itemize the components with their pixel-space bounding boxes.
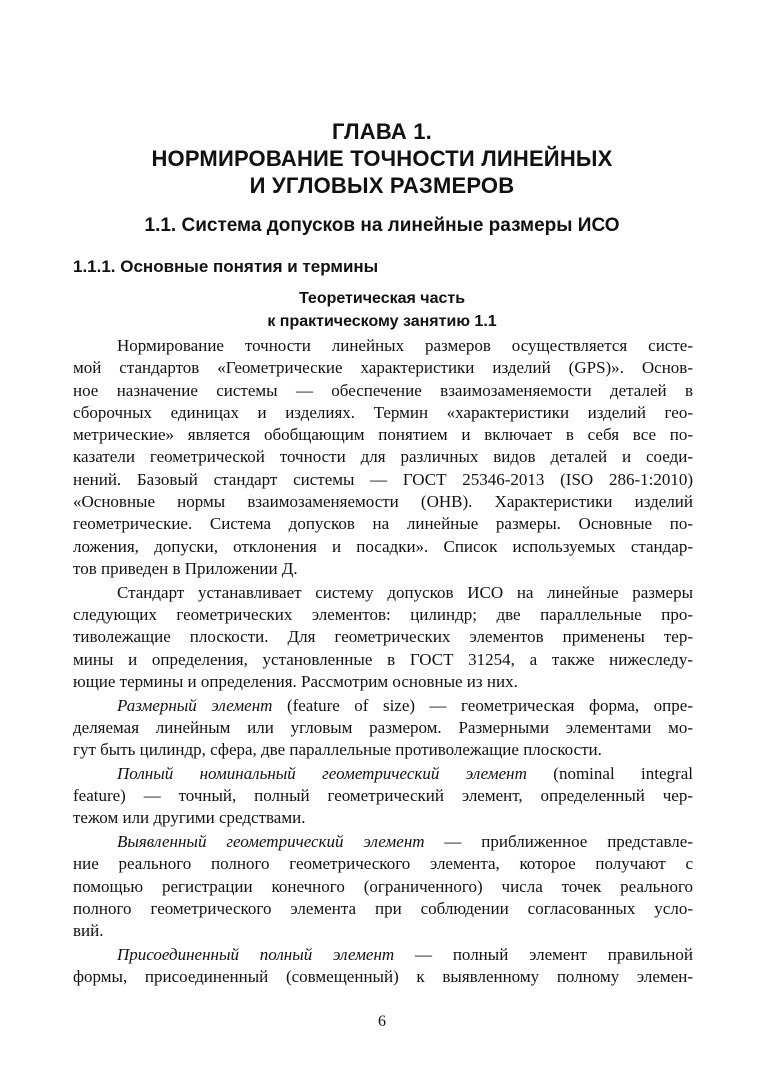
text-line: полного геометрического элемента при соблюдении согласованных усло- [73, 898, 693, 918]
text-fragment: (feature of size) — геометрическая форма, опре- [272, 695, 693, 715]
text-fragment: (nominal integral [526, 763, 693, 783]
paragraph-5 [73, 831, 693, 942]
text-line: ное назначение системы — обеспечение взаимозаменяемости деталей в [73, 380, 693, 400]
text-line: сборочных единицах и изделиях. Термин «характеристики изделий гео- [73, 402, 693, 422]
paragraph-2 [73, 582, 693, 693]
term-nominal-integral-feature: Полный номинальный геометрический элемент [117, 763, 527, 783]
text-line [73, 831, 693, 853]
text-line: тиволежащие плоскости. Для геометрических элементов применены тер- [73, 627, 693, 647]
text-fragment: — полный элемент правильной [394, 944, 693, 964]
text-line: геометрические. Система допусков на линейные размеры. Основные по- [73, 514, 693, 534]
text-line: гут быть цилиндр, сфера, две параллельные противолежащие плоскости. [73, 740, 602, 760]
text-line: ние реального полного геометрического элемента, которое получают с [73, 854, 693, 874]
theory-heading-line-1: Теоретическая часть [298, 290, 466, 307]
chapter-title [60, 118, 704, 199]
chapter-title-line-2: НОРМИРОВАНИЕ ТОЧНОСТИ ЛИНЕЙНЫХ [151, 146, 613, 171]
text-line: метрические» является обобщающим понятием и включает в себя все по- [73, 425, 693, 445]
text-line: тежом или другими средствами. [73, 808, 306, 828]
chapter-title-line-3: И УГЛОВЫХ РАЗМЕРОВ [249, 173, 515, 198]
text-line [73, 763, 693, 785]
text-line: Нормирование точности линейных размеров осуществляется систе- [117, 336, 693, 355]
text-line: мины и определения, установленные в ГОСТ 31254, а также нижеследу- [73, 649, 693, 669]
chapter-title-line-1: ГЛАВА 1. [332, 119, 432, 144]
page-number: 6 [378, 1013, 386, 1030]
text-line: формы, присоединенный (совмещенный) к выявленному полному элемен- [73, 967, 693, 987]
text-line: деляемая линейным или угловым размером. Размерными элементами мо- [73, 717, 693, 737]
text-line: помощью регистрации конечного (ограниченного) числа точек реального [73, 876, 693, 896]
paragraph-4 [73, 763, 693, 830]
text-line: вий. [73, 921, 104, 941]
text-line: Стандарт устанавливает систему допусков ИСО на линейные размеры [117, 582, 693, 602]
paragraph-3 [73, 695, 693, 762]
text-line [73, 695, 693, 717]
paragraph-6 [73, 944, 693, 989]
paragraph-1 [73, 335, 693, 580]
text-line: казатели геометрической точности для различных видов деталей и соеди- [73, 447, 693, 467]
text-line: мой стандартов «Геометрические характеристики изделий (GPS)». Основ- [73, 358, 693, 378]
section-heading: 1.1. Система допусков на линейные размеры ИСО [144, 215, 620, 236]
text-fragment: — приближенное представле- [424, 832, 693, 852]
text-line: следующих геометрических элементов: цилиндр; две параллельные про- [73, 604, 693, 624]
text-line: «Основные нормы взаимозаменяемости (ОНВ). Характеристики изделий [73, 492, 693, 512]
text-line: тов приведен в Приложении Д. [73, 558, 298, 578]
text-line: ложения, допуски, отклонения и посадки». Список используемых стандар- [73, 536, 693, 556]
theory-heading-line-2: к практическому занятию 1.1 [267, 313, 497, 330]
term-extracted-feature: Выявленный геометрический элемент [117, 832, 425, 852]
text-line [73, 944, 693, 966]
body-text [73, 335, 693, 989]
term-associated-integral-feature: Присоединенный полный элемент [117, 944, 395, 964]
text-line: ющие термины и определения. Рассмотрим основные из них. [73, 671, 518, 691]
subsection-heading: 1.1.1. Основные понятия и термины [73, 257, 379, 276]
theory-heading [60, 287, 704, 333]
text-line: нений. Базовый стандарт системы — ГОСТ 25346-2013 (ISO 286-1:2010) [73, 469, 693, 489]
text-line: feature) — точный, полный геометрический элемент, определенный чер- [73, 786, 693, 806]
term-feature-of-size: Размерный элемент [117, 695, 273, 715]
